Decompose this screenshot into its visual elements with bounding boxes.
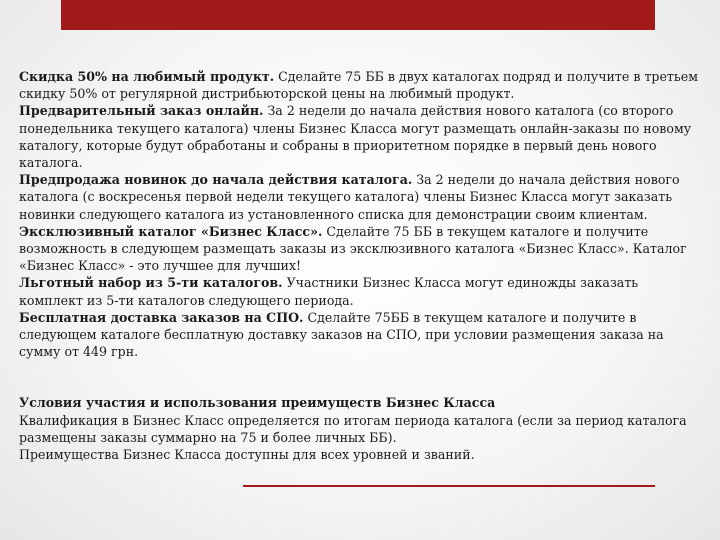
benefit-heading: Эксклюзивный каталог «Бизнес Класс». [19,223,323,239]
benefit-paragraph-free-delivery [19,309,703,361]
conditions-title: Условия участия и использования преимуществ Бизнес Класса [19,395,496,411]
benefit-heading: Бесплатная доставка заказов на СПО. [19,309,304,325]
benefit-text: Сделайте 75 ББ в двух каталогах подряд и получите в третьем скидку 50% от регулярной дистрибьюторской цены на любимый продукт. [19,69,699,102]
header-accent-bar [61,0,655,30]
accent-underline [243,485,655,487]
conditions-qualification: Квалификация в Бизнес Класс определяется по итогам периода каталога (если за период каталога размещены заказы суммарно на 75 и более личных ББ). [19,412,687,445]
slide-body [19,68,703,463]
benefit-paragraph-catalog-set [19,274,703,308]
benefit-heading: Льготный набор из 5-ти каталогов. [19,275,283,291]
benefit-heading: Предпродажа новинок до начала действия каталога. [19,172,413,188]
section-spacer [19,360,703,394]
conditions-availability: Преимущества Бизнес Класса доступны для всех уровней и званий. [19,447,475,463]
benefit-heading: Скидка 50% на любимый продукт. [19,69,275,84]
benefit-paragraph-presale [19,171,703,223]
benefit-heading: Предварительный заказ онлайн. [19,103,264,119]
benefit-text: Сделайте 75 ББ в текущем каталоге и получите возможность в следующем размещать заказы из эксклюзивного каталога «Бизнес Класс». Каталог «Бизнес Класс» - это лучшее для лучших! [19,223,687,274]
benefit-paragraph-exclusive-catalog [19,223,703,275]
benefit-text: За 2 недели до начала действия нового каталога (со второго понедельника текущего каталога) члены Бизнес Класса могут размещать онлайн-заказы по новому каталогу, которые будут обработаны и собраны в приоритетном порядке в первый день нового каталога. [19,103,692,171]
benefit-paragraph-discount [19,68,703,102]
benefit-text: За 2 недели до начала действия нового каталога (с воскресенья первой недели текущего каталога) члены Бизнес Класса могут заказать новинки следующего каталога из установленного списка для демонстрации своим клиентам. [19,172,680,222]
benefit-paragraph-preorder [19,102,703,171]
benefit-text: Сделайте 75ББ в текущем каталоге и получите в следующем каталоге бесплатную доставку заказов на СПО, при условии размещения заказа на сумму от 449 грн. [19,309,664,360]
benefit-text: Участники Бизнес Класса могут единожды заказать комплект из 5-ти каталогов следующего периода. [19,275,639,308]
